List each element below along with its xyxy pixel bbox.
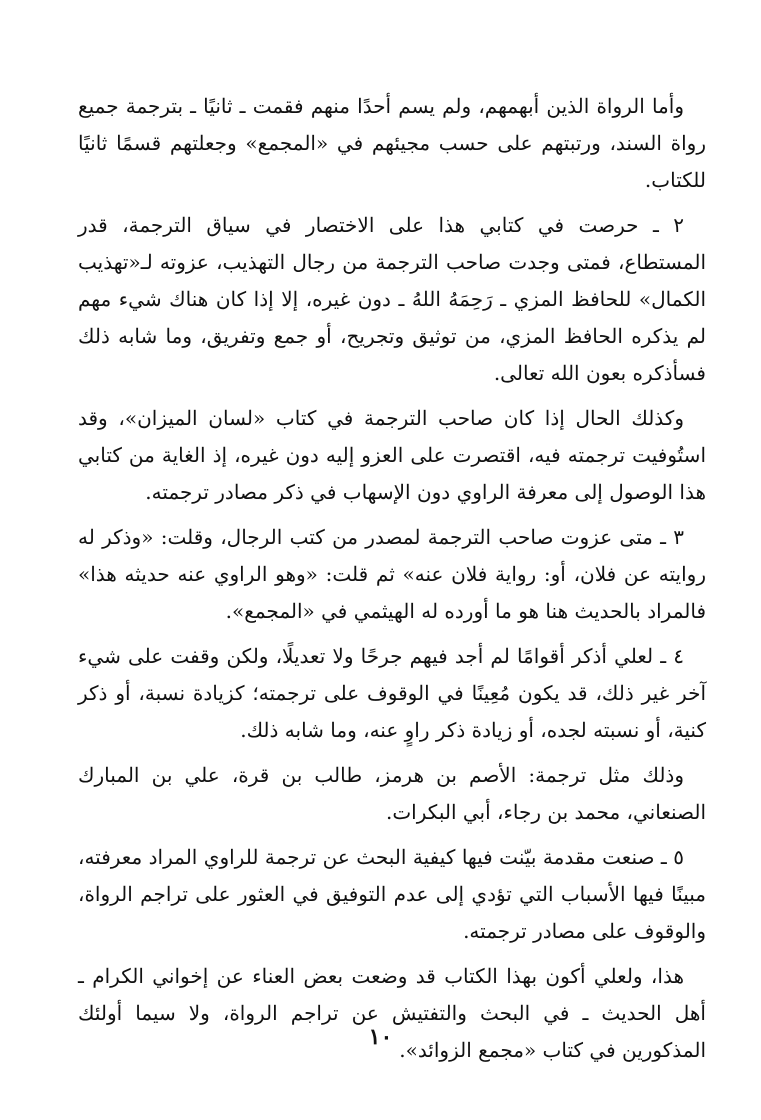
paragraph-lisan-al-mizan: وكذلك الحال إذا كان صاحب الترجمة في كتاب «لسان الميزان»، وقد استُوفيت ترجمته فيه، اقتصرت على العزو إليه دون غيره، إذ الغاية من كتابي هذا الوصول إلى معرفة الراوي دون الإسهاب في ذكر مصادر ترجمته. [78, 406, 706, 504]
paragraph-point-4: ٤ ـ لعلي أذكر أقوامًا لم أجد فيهم جرحًا ولا تعديلًا، ولكن وقفت على شيء آخر غير ذلك، قد يكون مُعِينًا في الوقوف على ترجمته؛ كزيادة نسبة، أو ذكر كنية، أو نسبته لجده، أو زيادة ذكر راوٍ عنه، وما شابه ذلك. [78, 644, 706, 742]
paragraph-point-3: ٣ ـ متى عزوت صاحب الترجمة لمصدر من كتب الرجال، وقلت: «وذكر له روايته عن فلان، أو: رواية فلان عنه» ثم قلت: «وهو الراوي عنه حديثه هذا» فالمراد بالحديث هنا هو ما أورده له الهيثمي في «المجمع». [78, 525, 706, 623]
page-number: ١٠ [368, 1024, 393, 1050]
body-text [78, 88, 706, 1077]
paragraph-point-5: ٥ ـ صنعت مقدمة بيّنت فيها كيفية البحث عن ترجمة للراوي المراد معرفته، مبينًا فيها الأسباب التي تؤدي إلى عدم التوفيق في العثور على تراجم الرواة، والوقوف على مصادر ترجمته. [78, 845, 706, 943]
paragraph-point-2: ٢ ـ حرصت في كتابي هذا على الاختصار في سياق الترجمة، قدر المستطاع، فمتى وجدت صاحب الترجمة من رجال التهذيب، عزوته لـ«تهذيب الكمال» للحافظ المزي ـ رَحِمَهُ اللهُ ـ دون غيره، إلا إذا كان هناك شيء مهم لم يذكره الحافظ المزي، من توثيق وتجريح، أو جمع وتفريق، وما شابه ذلك فسأذكره بعون الله تعالى. [78, 213, 706, 385]
paragraph-closing: هذا، ولعلي أكون بهذا الكتاب قد وضعت بعض العناء عن إخواني الكرام ـ أهل الحديث ـ في البحث والتفتيش عن تراجم الرواة، ولا سيما أولئك المذكورين في كتاب «مجمع الزوائد». [78, 964, 706, 1062]
paragraph-unnamed-narrators: وأما الرواة الذين أبهمهم، ولم يسم أحدًا منهم فقمت ـ ثانيًا ـ بترجمة جميع رواة السند، ورتبتهم على حسب مجيئهم في «المجمع» وجعلتهم قسمًا ثانيًا للكتاب. [78, 94, 706, 192]
paragraph-examples: وذلك مثل ترجمة: الأصم بن هرمز، طالب بن قرة، علي بن المبارك الصنعاني، محمد بن رجاء، أبي البكرات. [78, 763, 706, 824]
